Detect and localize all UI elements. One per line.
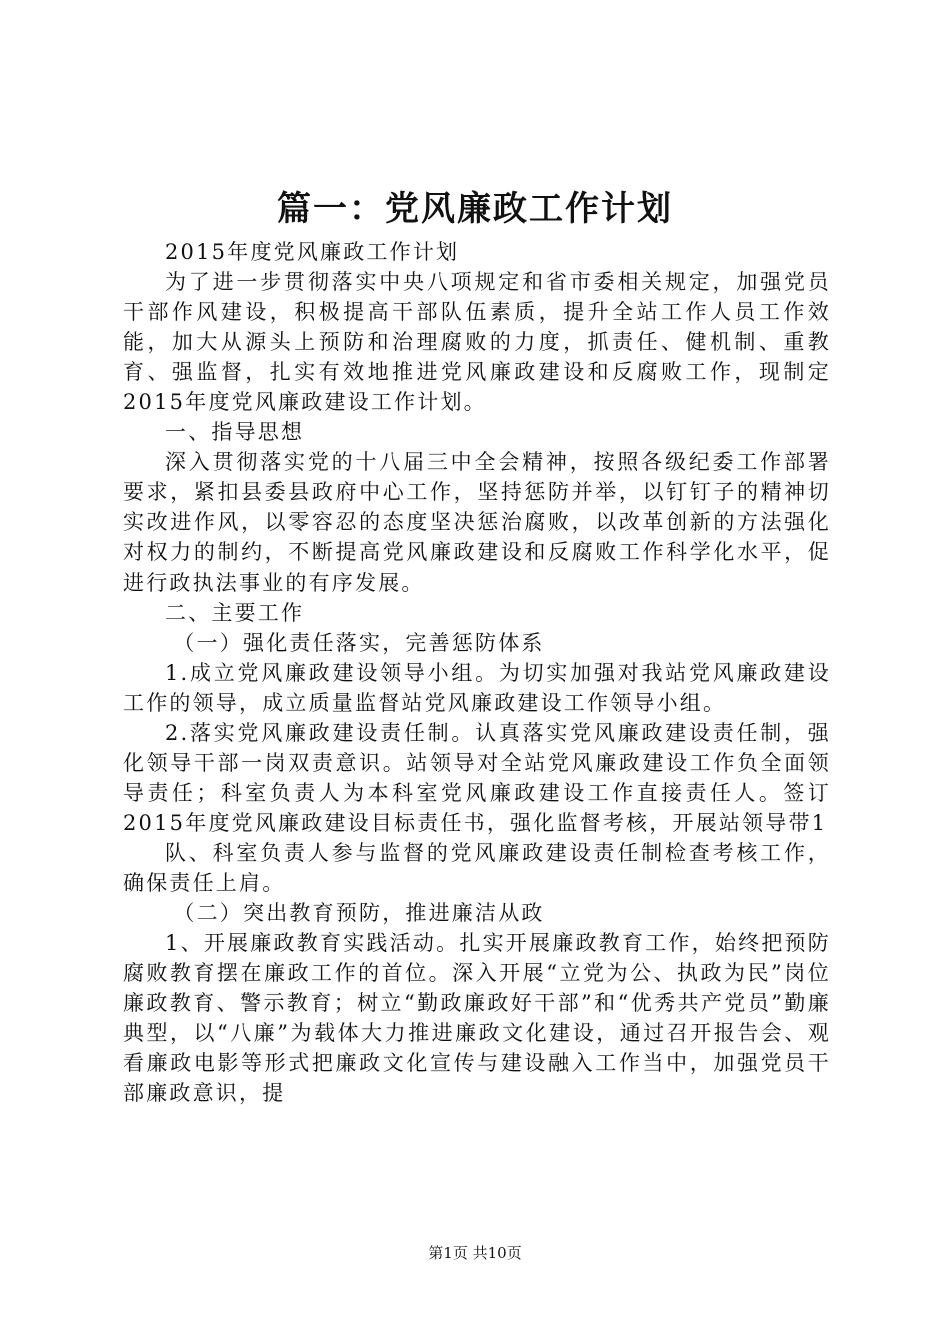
page-footer: 第1页 共10页: [428, 1244, 522, 1262]
section-heading-main-work: 二、主要工作: [165, 600, 305, 625]
subsection-heading-education: （二）突出教育预防，推进廉洁从政: [173, 901, 545, 926]
document-title: 篇一：党风廉政工作计划: [277, 189, 673, 229]
paragraph-item-2: 2.落实党风廉政建设责任制。认真落实党风廉政建设责任制，强化领导干部一岗双责意识。站领导对全站党风廉政建设工作负全面领导责任；科室负责人为本科室党风廉政建设工作直接责任人。签订2015年度党风廉政建设目标责任书，强化监督考核，开展站领导带1: [123, 720, 831, 835]
paragraph-plan-heading: 2015年度党风廉政工作计划: [165, 240, 460, 264]
subsection-heading-responsibility: （一）强化责任落实，完善惩防体系: [173, 630, 545, 655]
paragraph-guiding-thought: 深入贯彻落实党的十八届三中全会精神，按照各级纪委工作部署要求，紧扣县委县政府中心工作，坚持惩防并举，以钉钉子的精神切实改进作风，以零容忍的态度坚决惩治腐败，以改革创新的方法强化对权力的制约，不断提高党风廉政建设和反腐败工作科学化水平，促进行政执法事业的有序发展。: [123, 450, 831, 595]
paragraph-education-item-1: 1、开展廉政教育实践活动。扎实开展廉政教育工作，始终把预防腐败教育摆在廉政工作的首位。深入开展“立党为公、执政为民”岗位廉政教育、警示教育；树立“勤政廉政好干部”和“优秀共产党员”勤廉典型，以“八廉”为载体大力推进廉政文化建设，通过召开报告会、观看廉政电影等形式把廉政文化宣传与建设融入工作当中，加强党员干部廉政意识，提: [123, 931, 831, 1106]
paragraph-item-1: 1.成立党风廉政建设领导小组。为切实加强对我站党风廉政建设工作的领导，成立质量监督站党风廉政建设工作领导小组。: [123, 660, 831, 715]
section-heading-guiding-thought: 一、指导思想: [165, 420, 305, 445]
paragraph-intro: 为了进一步贯彻落实中央八项规定和省市委相关规定，加强党员干部作风建设，积极提高干部队伍素质，提升全站工作人员工作效能，加大从源头上预防和治理腐败的力度，抓责任、健机制、重教育、强监督，扎实有效地推进党风廉政建设和反腐败工作，现制定2015年度党风廉政建设工作计划。: [123, 270, 831, 415]
paragraph-item-2-continued: 队、科室负责人参与监督的党风廉政建设责任制检查考核工作，确保责任上肩。: [123, 840, 831, 895]
document-body: [123, 237, 831, 1108]
